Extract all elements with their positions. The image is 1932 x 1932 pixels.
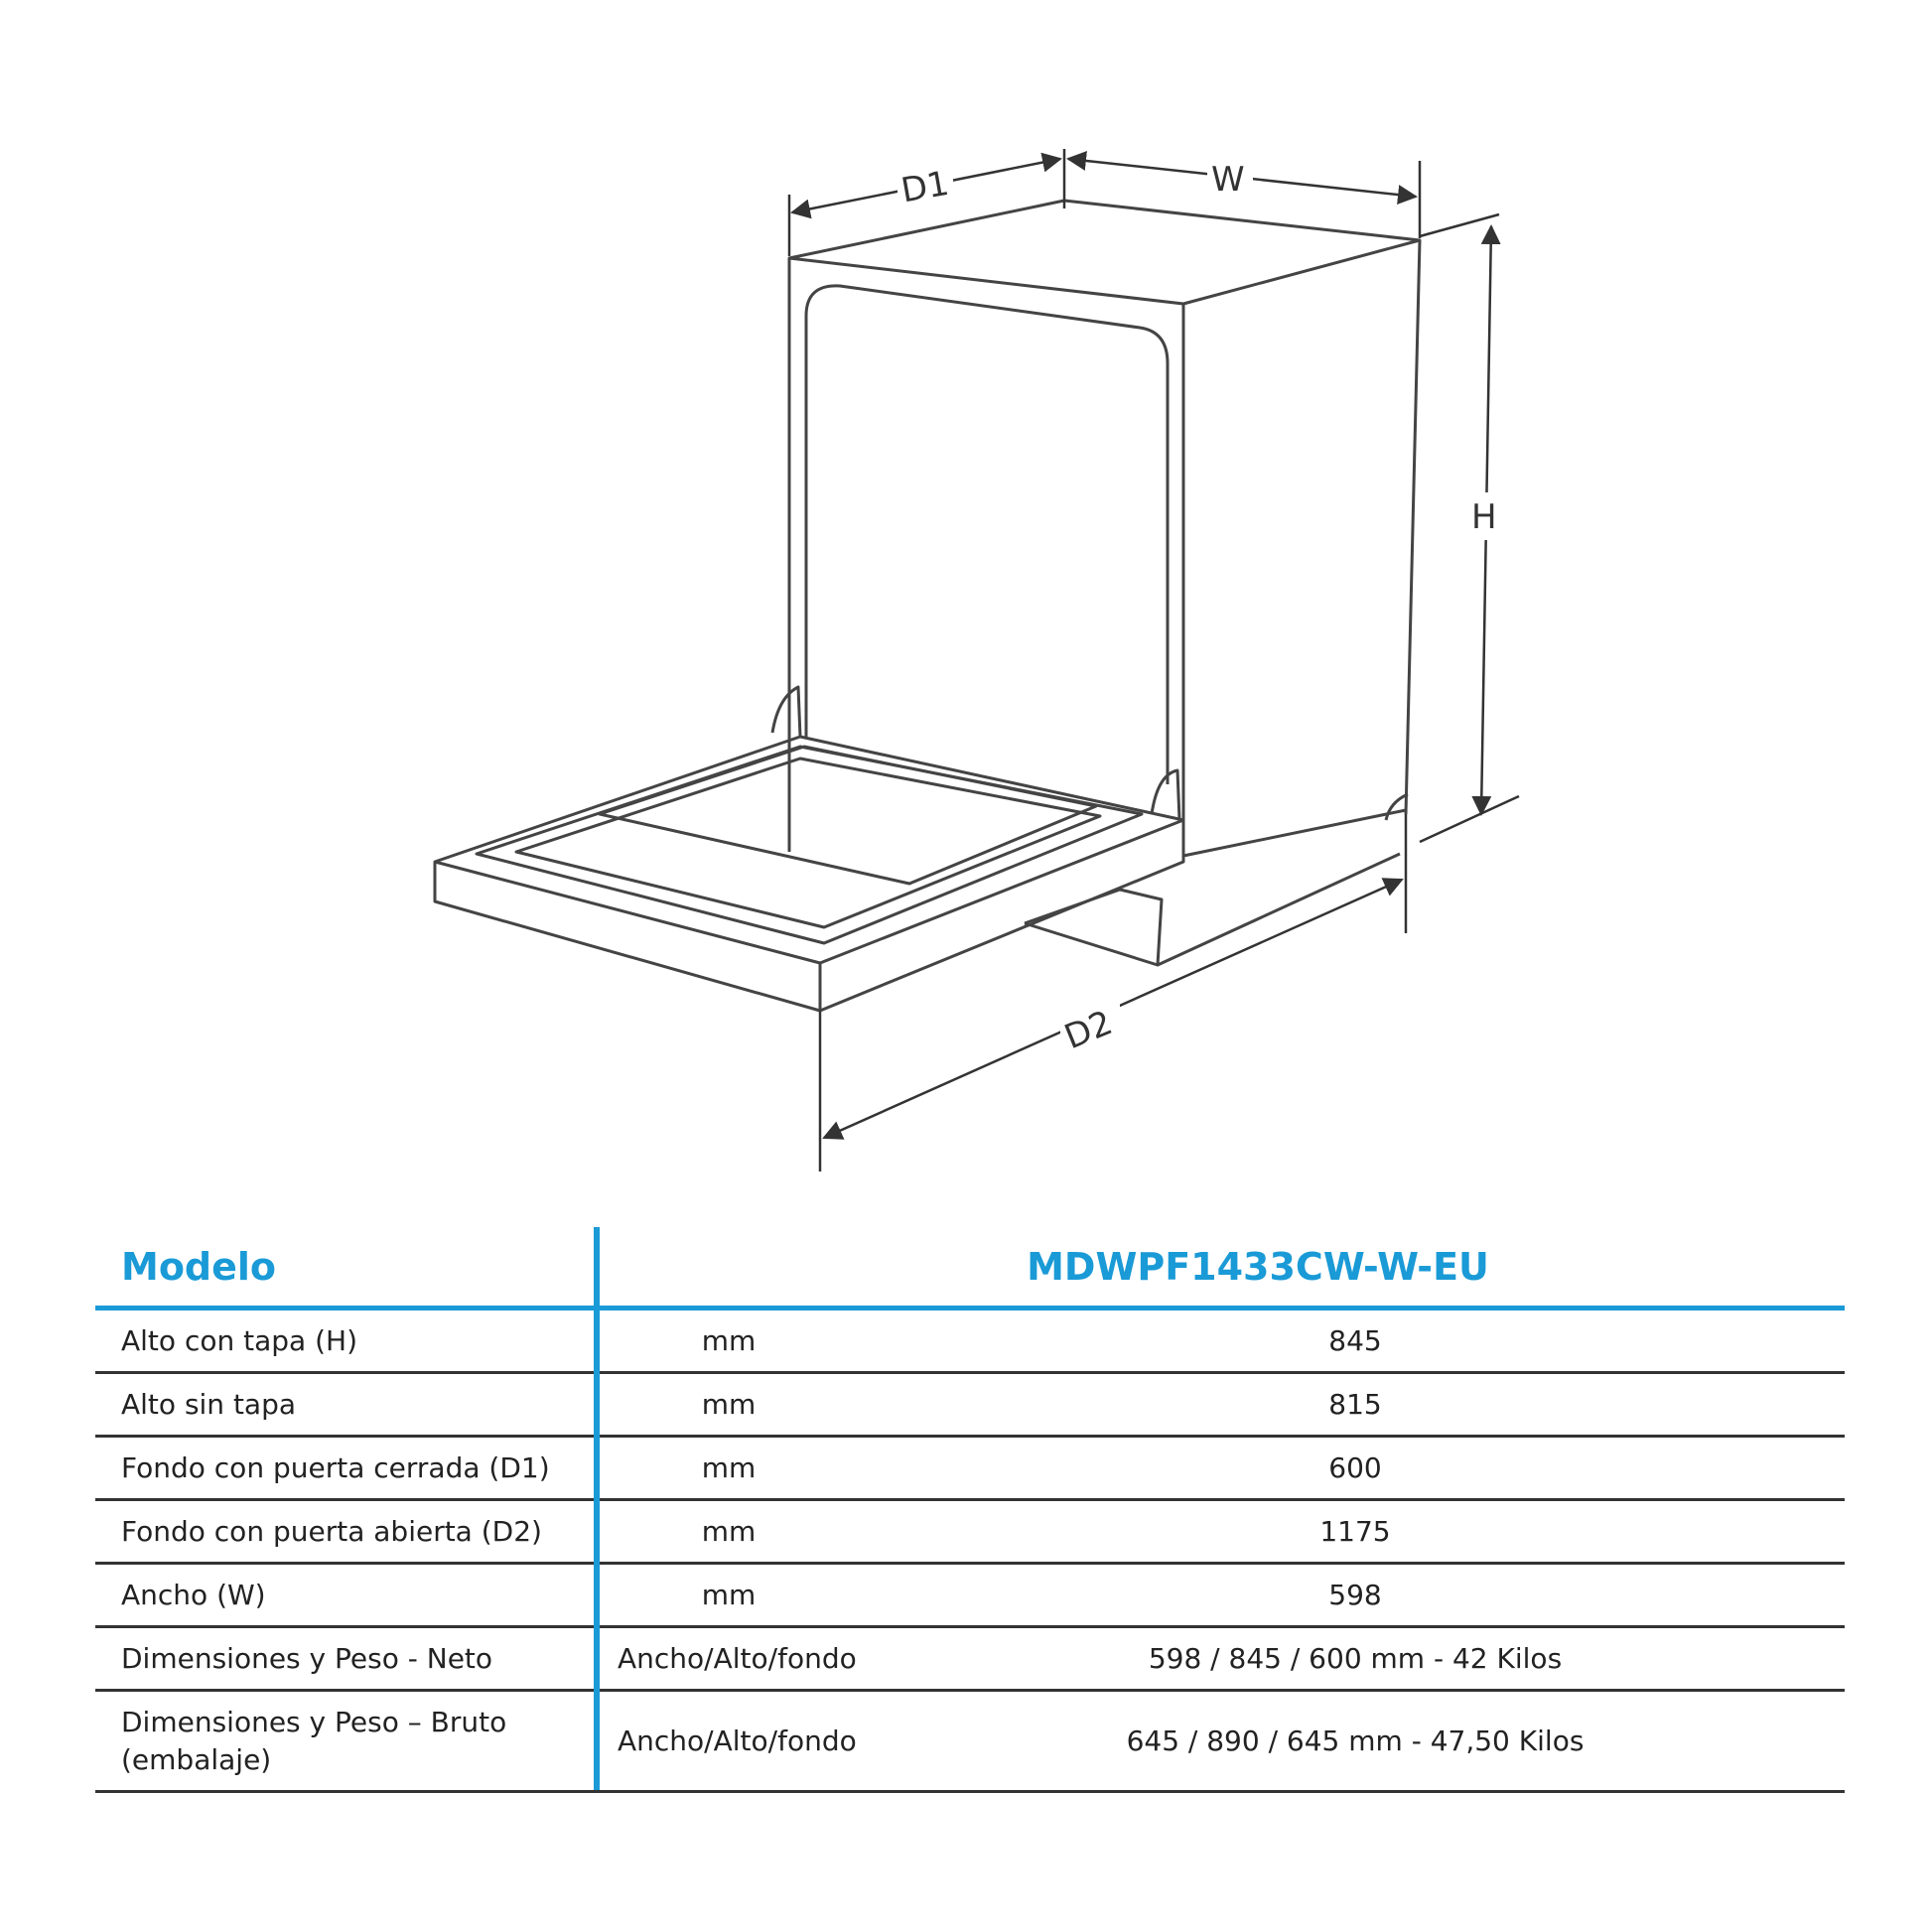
row-unit: mm — [701, 1324, 757, 1357]
table-row — [95, 1438, 1845, 1501]
row-label: Fondo con puerta abierta (D2) — [121, 1514, 542, 1548]
row-value: 645 / 890 / 645 mm - 47,50 Kilos — [1126, 1725, 1585, 1757]
h-label: H — [1471, 497, 1497, 537]
cabinet-side-bottom — [1183, 810, 1406, 856]
table-row — [95, 1501, 1845, 1565]
row-value: 1175 — [1319, 1515, 1391, 1548]
table-row — [95, 1692, 1845, 1793]
door-slab-front — [435, 862, 820, 1011]
row-label: Alto sin tapa — [121, 1387, 297, 1421]
model-number: MDWPF1433CW-W-EU — [1027, 1244, 1489, 1289]
spec-table — [95, 1227, 1845, 1793]
row-unit: Ancho/Alto/fondo — [618, 1642, 857, 1675]
table-row — [95, 1374, 1845, 1438]
cabinet-side-back — [1406, 240, 1420, 814]
door-inner-rim — [477, 747, 1142, 943]
base-plinth — [1025, 890, 1162, 965]
hinge-left — [772, 687, 800, 737]
row-label: Fondo con puerta cerrada (D1) — [121, 1450, 550, 1484]
table-row — [95, 1311, 1845, 1374]
row-unit: mm — [701, 1515, 757, 1548]
table-header-row — [95, 1227, 1845, 1311]
row-value: 845 — [1328, 1324, 1382, 1357]
row-label: Alto con tapa (H) — [121, 1323, 357, 1357]
model-header-label: Modelo — [121, 1244, 277, 1289]
row-value: 598 — [1328, 1579, 1382, 1611]
row-value: 598 / 845 / 600 mm - 42 Kilos — [1148, 1642, 1563, 1675]
row-value: 815 — [1328, 1388, 1382, 1421]
row-label: Dimensiones y Peso – Bruto (embalaje) — [121, 1705, 507, 1776]
door-opening — [806, 286, 1168, 784]
row-unit: mm — [701, 1451, 757, 1484]
d2-label: D2 — [1058, 1003, 1119, 1058]
table-row — [95, 1628, 1845, 1692]
row-label: Dimensiones y Peso - Neto — [121, 1641, 493, 1675]
row-unit: mm — [701, 1388, 757, 1421]
d1-label: D1 — [897, 163, 952, 211]
cabinet-top — [789, 201, 1420, 304]
table-row — [95, 1565, 1845, 1628]
column-separator — [594, 1227, 600, 1790]
row-label: Ancho (W) — [121, 1578, 266, 1611]
door-slab-side — [820, 820, 1183, 1011]
w-label: W — [1211, 160, 1245, 200]
row-unit: mm — [701, 1579, 757, 1611]
row-value: 600 — [1328, 1451, 1382, 1484]
door-slab-top — [435, 737, 1183, 963]
row-unit: Ancho/Alto/fondo — [618, 1725, 857, 1757]
